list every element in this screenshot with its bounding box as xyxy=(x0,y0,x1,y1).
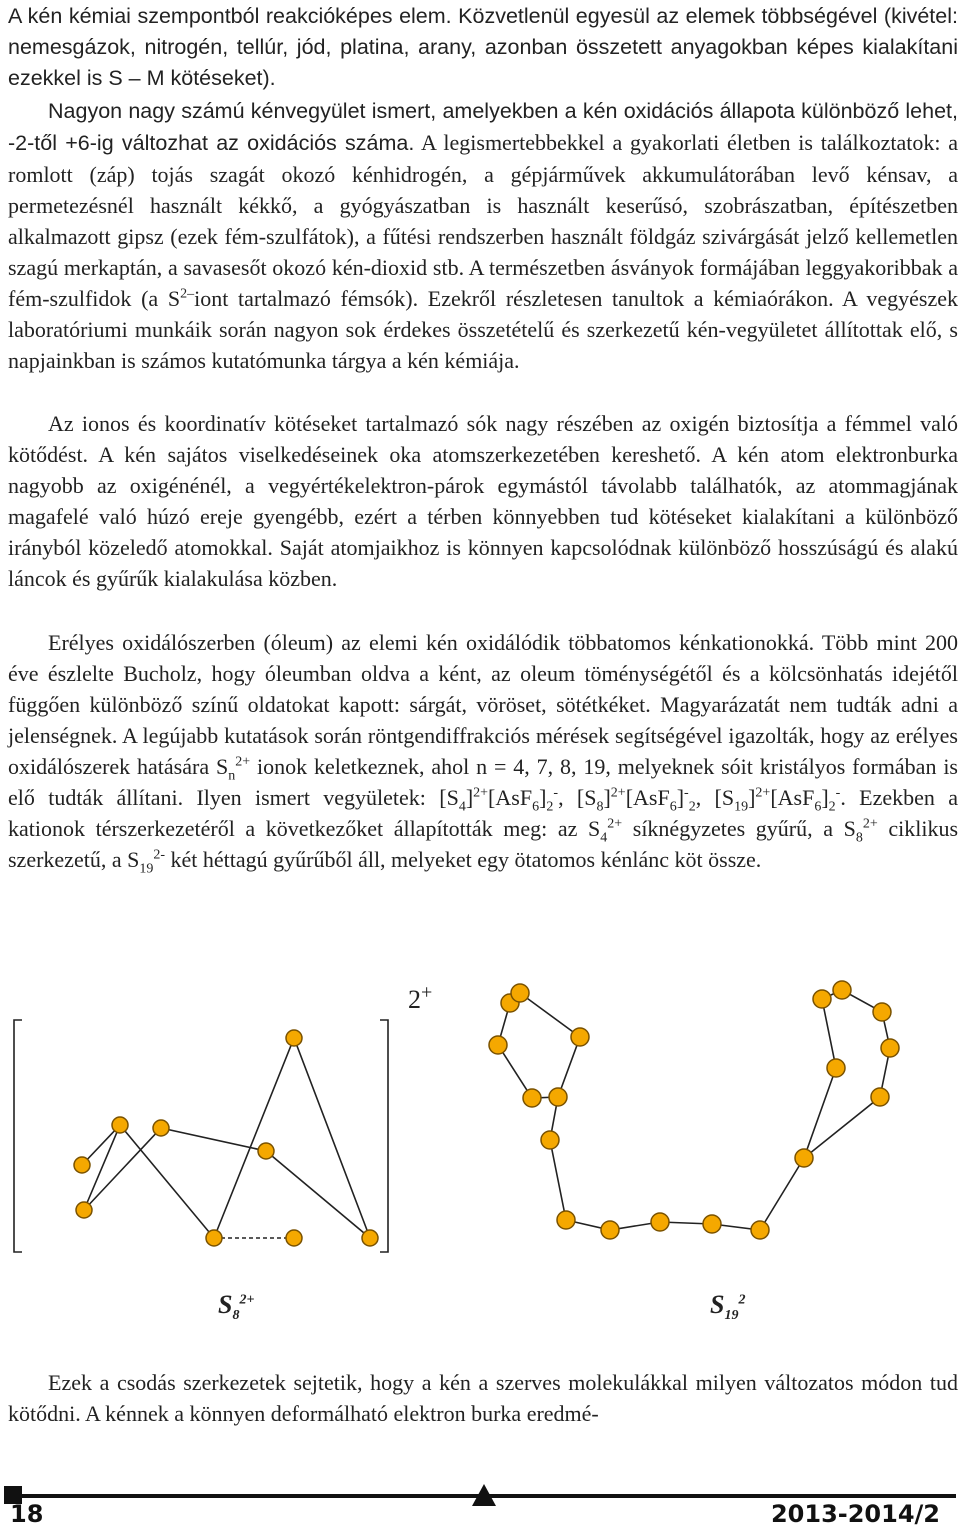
s19-atom xyxy=(813,990,831,1008)
s19-atom xyxy=(751,1221,769,1239)
s19-atom xyxy=(871,1088,889,1106)
s19-atom xyxy=(489,1036,507,1054)
right-bracket xyxy=(380,1020,388,1252)
sulfur-cation-structures xyxy=(0,960,960,1290)
s19-atom xyxy=(557,1211,575,1229)
s19-atom xyxy=(651,1213,669,1231)
page-number: 18 xyxy=(10,1500,44,1528)
s19-ring-left xyxy=(498,1003,558,1098)
s19-atom xyxy=(795,1149,813,1167)
s8-atom xyxy=(362,1230,378,1246)
s19-structure xyxy=(489,981,899,1239)
left-bracket xyxy=(14,1020,22,1252)
s19-bonds xyxy=(510,990,890,1230)
s8-charge-label: 2+ xyxy=(408,981,433,1014)
paragraph-closing: Ezek a csodás szerkezetek sejtetik, hogy a kén a szerves molekulákkal milyen változatos módon tud kötődni. A kénnek a könnyen deformálható elektron burka eredmé- xyxy=(8,1370,958,1426)
s8-atom xyxy=(76,1202,92,1218)
s8-structure xyxy=(14,1020,388,1252)
s19-atom xyxy=(827,1059,845,1077)
s8-atom xyxy=(206,1230,222,1246)
s8-bonds xyxy=(82,1038,370,1238)
paragraph-intro: A kén kémiai szempontból reakcióképes elem. Közvetlenül egyesül az elemek többségével (kivétel: nemesgázok, nitrogén, tellúr, jód, platina, arany, azonban összetett anyagokban képes kialakítani ezekkel is S – M kötéseket). xyxy=(8,4,958,90)
caption-s19: $S_{19}^2$ xyxy=(710,1290,746,1324)
s19-atom xyxy=(703,1215,721,1233)
s8-atom xyxy=(112,1117,128,1133)
s19-atom xyxy=(601,1221,619,1239)
s19-atom xyxy=(881,1039,899,1057)
s19-atom xyxy=(571,1028,589,1046)
s19-atom xyxy=(873,1003,891,1021)
s8-atom xyxy=(258,1143,274,1159)
paragraph-structure: Az ionos és koordinatív kötéseket tartalmazó sók nagy részében az oxigén biztosítja a fémmel való kötődést. A kén sajátos viselkedéseinek oka atomszerkezetében kereshető. A kén atom elektronburka nagyobb az oxigénénél, a vegyértékelektron-párok egymástól távolabb találhatók, az atommagjának magafelé való húzó ereje gyengébb, ezért a térben könnyebben tud kötéseket kialakítani a különböző irányból közeledő atomokkal. Saját atomjaikhoz is könnyen kapcsolódnak különböző hosszúságú és alakú láncok és gyűrűk kialakulása közben. xyxy=(8,411,958,591)
s19-atom xyxy=(541,1131,559,1149)
s8-atom xyxy=(153,1120,169,1136)
s19-atoms xyxy=(489,981,899,1239)
s19-atom xyxy=(523,1089,541,1107)
s19-atom xyxy=(549,1088,567,1106)
s8-atom xyxy=(286,1230,302,1246)
s8-atom xyxy=(286,1030,302,1046)
s19-atom xyxy=(833,981,851,999)
paragraph-cations: Erélyes oxidálószerben (óleum) az elemi kén oxidálódik többatomos kénkationokká. Több mint 200 éve észlelte Bucholz, hogy óleumban oldva a ként, az oleum töménységétől és a kölcsönhatás idejétől függően különböző színű oldatokat kapott: sárgát, vöröset, sötétkéket. Magyarázatát nem tudták adni a jelenségnek. A legújabb kutatások során röntgendiffrakciós mérések segítségével igazolták, hogy az erélyes oxidálószerek hatására $S_n^{2+}$ ionok keletkeznek, ahol n = 4, 7, 8, 19, melyeknek sóit kristályos formában is elő tudták állítani. Ilyen ismert vegyületek: $[S_4]^{2+}[AsF_6]_2^-$, $[S_8]^{2+}[AsF_6]^-_2$, $[S_{19}]^{2+}[AsF_6]_2^-$. Ezekben a kationok térszerkezetéről a következőket állapították meg: az $S_4^{2+}$ síknégyzetes gyűrű, a $S_8^{2+}$ ciklikus szerkezetű, a $S_{19}^{2-}$ két héttagú gyűrűből áll, melyeket egy ötatomos kénlánc köt össze. xyxy=(8,630,959,877)
paragraph-compounds: Nagyon nagy számú kénvegyület ismert, amelyekben a kén oxidációs állapota különböző lehet, -2-től +6-ig változhat az oxidációs száma. A legismertebbekkel a gyakorlati életben is találkoztatok: a romlott (záp) tojás szagát okozó kénhidrogén, a gépjárművek akkumulátorában levő kénsav, a permetezésnél használt kékkő, a gyógyászatban is használt keserűsó, szobrászatban, építészetben alkalmazott gipsz (ezek fém-szulfátok), a fűtési rendszerben használt földgáz szivárgását jelző kellemetlen szagú merkaptán, a savasesőt okozó kén-dioxid stb. A természetben ásványok formájában leggyakoribbak a fém-szulfidok (a $S^{2-}iont$ tartalmazó fémsók). Ezekről részletesen tanultok a kémiaórákon. A vegyészek laboratóriumi munkáik során nagyon sok érdekes összetételű és szerkezetű kén-vegyületet állítottak elő, s napjainkban is számos kutatómunka tárgya a kén kémiája. xyxy=(8,99,959,373)
caption-s8: $S_8^{2+}$ xyxy=(218,1290,255,1324)
issue-label: 2013-2014/2 xyxy=(770,1500,940,1528)
s8-atom xyxy=(74,1157,90,1173)
s19-atom xyxy=(511,984,529,1002)
